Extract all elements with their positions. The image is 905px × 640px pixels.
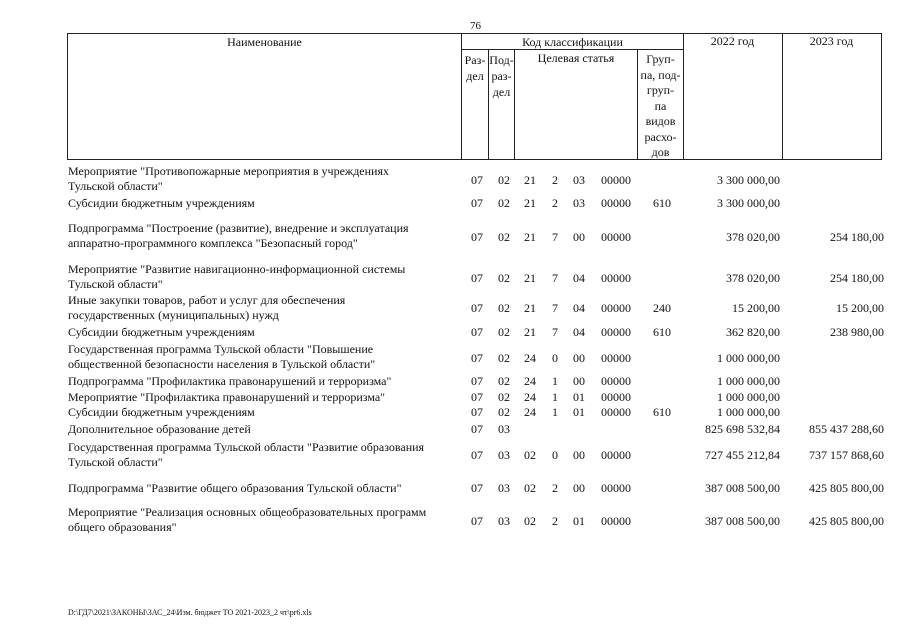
row-code: 00000 [601,481,631,495]
row-name: Подпрограмма "Развитие общего образования Тульской области" [68,481,402,495]
row-code: 1 [552,405,558,419]
row-code: 24 [524,374,536,388]
row-code: 610 [653,405,671,419]
row-code: 02 [498,230,510,244]
row-code: 02 [498,271,510,285]
row-code: 07 [471,271,483,285]
row-code: 02 [498,301,510,315]
row-value-2023: 15 200,00 [836,301,884,315]
row-code: 00000 [601,173,631,187]
header-podrazdel: Под- раз- дел [489,53,514,99]
row-code: 03 [498,514,510,528]
row-value-2022: 3 300 000,00 [717,173,780,187]
row-name: Государственная программа Тульской области "Повышение общественной безопасности населения в Тульской области" [68,342,376,371]
row-code: 04 [573,301,585,315]
row-code: 00 [573,374,585,388]
row-code: 24 [524,405,536,419]
row-code: 00 [573,448,585,462]
row-code: 00 [573,481,585,495]
row-code: 02 [524,448,536,462]
row-code: 7 [552,325,558,339]
header-name: Наименование [227,35,302,49]
row-code: 7 [552,230,558,244]
footer-path: D:\ГД7\2021\ЗАКОНЫ\ЗАС_24\Изм. бюджет ТО 2021-2023_2 чт\pr6.xls [68,608,312,617]
row-code: 1 [552,374,558,388]
row-name: Государственная программа Тульской области "Развитие образования Тульской области" [68,440,425,469]
row-name: Мероприятие "Противопожарные мероприятия в учреждениях Тульской области" [68,164,389,193]
row-code: 02 [498,390,510,404]
row-code: 00000 [601,351,631,365]
row-value-2023: 855 437 288,60 [809,422,884,436]
row-code: 07 [471,390,483,404]
row-code: 00 [573,230,585,244]
row-code: 04 [573,271,585,285]
row-value-2023: 737 157 868,60 [809,448,884,462]
row-code: 0 [552,448,558,462]
row-name: Дополнительное образование детей [68,422,251,436]
row-code: 07 [471,351,483,365]
row-code: 01 [573,405,585,419]
row-code: 03 [573,173,585,187]
row-code: 00000 [601,374,631,388]
header-group: Груп- па, под- груп- па видов расхо- дов [640,52,681,159]
row-code: 02 [498,405,510,419]
row-code: 07 [471,481,483,495]
row-code: 00000 [601,271,631,285]
row-value-2022: 387 008 500,00 [705,514,780,528]
row-code: 02 [498,173,510,187]
row-value-2022: 378 020,00 [726,230,780,244]
row-value-2022: 15 200,00 [732,301,780,315]
row-name: Иные закупки товаров, работ и услуг для обеспечения государственных (муниципальных) нужд [68,293,346,322]
row-code: 07 [471,173,483,187]
row-code: 07 [471,196,483,210]
row-code: 02 [524,514,536,528]
row-code: 07 [471,422,483,436]
row-code: 04 [573,325,585,339]
row-code: 07 [471,448,483,462]
row-code: 02 [498,351,510,365]
row-code: 2 [552,173,558,187]
header-2022: 2022 год [710,34,755,48]
header-target: Целевая статья [537,51,615,65]
header-2023: 2023 год [809,34,854,48]
row-name: Подпрограмма "Профилактика правонарушений и терроризма" [68,374,392,388]
row-value-2022: 1 000 000,00 [717,405,780,419]
row-code: 03 [498,481,510,495]
row-code: 00000 [601,448,631,462]
row-code: 0 [552,351,558,365]
row-name: Субсидии бюджетным учреждениям [68,325,255,339]
row-value-2022: 825 698 532,84 [705,422,780,436]
row-code: 01 [573,514,585,528]
row-code: 21 [524,196,536,210]
row-code: 00 [573,351,585,365]
row-code: 610 [653,325,671,339]
row-code: 02 [498,374,510,388]
row-name: Субсидии бюджетным учреждениям [68,196,255,210]
row-code: 07 [471,514,483,528]
row-code: 07 [471,405,483,419]
row-name: Мероприятие "Профилактика правонарушений и терроризма" [68,390,386,404]
row-value-2023: 254 180,00 [830,271,884,285]
header-razdel: Раз- дел [464,53,486,83]
row-code: 03 [498,422,510,436]
row-value-2022: 727 455 212,84 [705,448,780,462]
row-code: 21 [524,230,536,244]
row-code: 7 [552,271,558,285]
row-code: 07 [471,374,483,388]
row-code: 03 [573,196,585,210]
row-code: 00000 [601,230,631,244]
row-code: 00000 [601,514,631,528]
row-name: Подпрограмма "Построение (развитие), внедрение и эксплуатация аппаратно-программного комплекса "Безопасный город" [68,221,409,250]
row-code: 00000 [601,301,631,315]
row-code: 2 [552,481,558,495]
header-code-group: Код классификации [522,35,623,49]
row-code: 00000 [601,196,631,210]
row-code: 610 [653,196,671,210]
row-name: Мероприятие "Реализация основных общеобразовательных программ общего образования" [68,505,427,534]
row-value-2022: 362 820,00 [726,325,780,339]
row-code: 21 [524,325,536,339]
row-value-2022: 1 000 000,00 [717,351,780,365]
row-code: 02 [524,481,536,495]
row-value-2022: 378 020,00 [726,271,780,285]
row-code: 21 [524,173,536,187]
row-name: Субсидии бюджетным учреждениям [68,405,255,419]
row-code: 21 [524,271,536,285]
row-code: 7 [552,301,558,315]
row-code: 01 [573,390,585,404]
row-code: 21 [524,301,536,315]
row-value-2022: 3 300 000,00 [717,196,780,210]
row-code: 00000 [601,325,631,339]
row-code: 2 [552,514,558,528]
row-code: 02 [498,196,510,210]
row-code: 24 [524,351,536,365]
row-code: 07 [471,325,483,339]
row-code: 03 [498,448,510,462]
row-value-2022: 387 008 500,00 [705,481,780,495]
row-code: 240 [653,301,671,315]
row-code: 00000 [601,390,631,404]
row-code: 07 [471,230,483,244]
row-code: 02 [498,325,510,339]
row-value-2023: 238 980,00 [830,325,884,339]
row-value-2023: 254 180,00 [830,230,884,244]
row-value-2022: 1 000 000,00 [717,374,780,388]
row-code: 2 [552,196,558,210]
row-code: 1 [552,390,558,404]
row-code: 24 [524,390,536,404]
row-value-2023: 425 805 800,00 [809,481,884,495]
row-name: Мероприятие "Развитие навигационно-информационной системы Тульской области" [68,262,406,291]
row-value-2022: 1 000 000,00 [717,390,780,404]
page-number: 76 [470,20,481,32]
row-code: 00000 [601,405,631,419]
row-code: 07 [471,301,483,315]
row-value-2023: 425 805 800,00 [809,514,884,528]
